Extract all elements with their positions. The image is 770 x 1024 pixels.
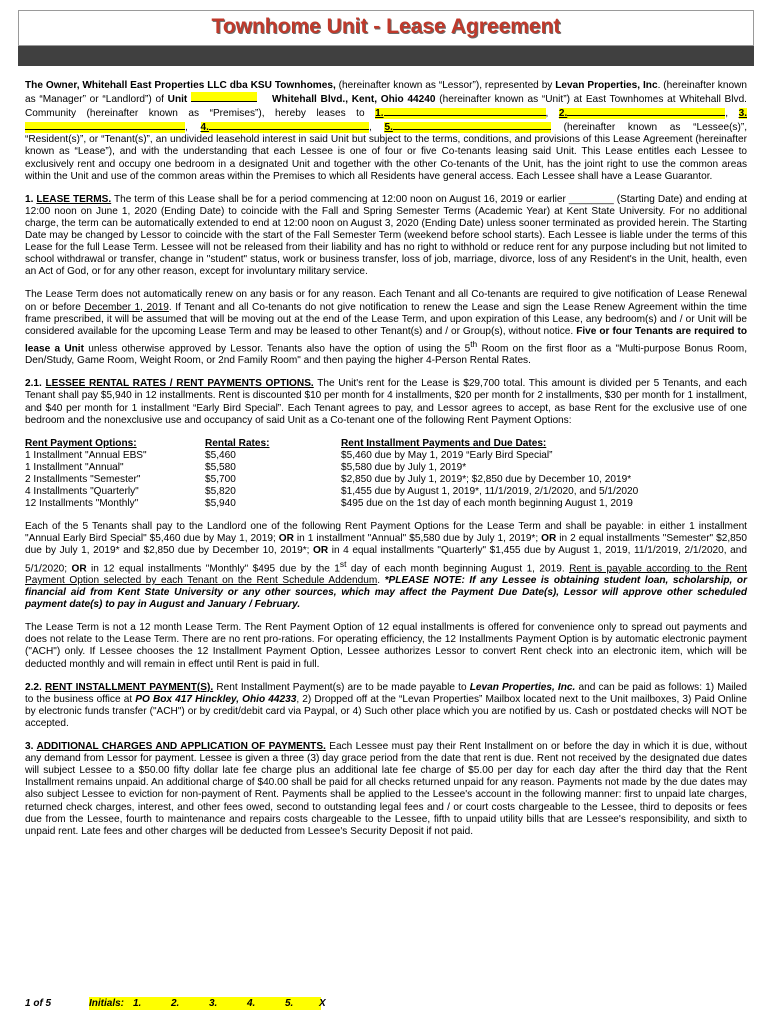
- section-2-1-text: in 2 equal installments "Semester" $2,850 due by July 1, 2019* and $2,850 due by December 10, 2019*;: [25, 533, 748, 557]
- initial-4-field[interactable]: 4.: [247, 998, 256, 1009]
- section-2-2-heading: RENT INSTALLMENT PAYMENT(S).: [45, 681, 214, 693]
- intro-text: (hereinafter known as “Unit”) at East Townhomes at Whitehall Blvd. Community (hereinafter known as “Premises”), hereby leases to: [25, 94, 747, 120]
- page-number: 1 of 5: [25, 998, 52, 1009]
- tenant-requirement: Five or four Tenants are required to lease a Unit: [25, 325, 747, 355]
- option-cell: 2 Installments "Semester": [25, 473, 141, 485]
- section-1-text: The Lease Term does not automatically renew on any basis or for any reason. Each Tenant and all Co-tenants are required to give notification of Lease Renewal on or before: [25, 289, 747, 313]
- section-3-heading: ADDITIONAL CHARGES AND APPLICATION OF PAYMENTS.: [36, 741, 326, 753]
- column-header: Rental Rates:: [205, 437, 270, 449]
- lessee-1-field[interactable]: [375, 108, 545, 119]
- section-1-paragraph-1: [25, 194, 747, 279]
- section-2-1-text: Each of the 5 Tenants shall pay to the Landlord one of the following Rent Payment Options for the Lease Term and shall be payable: in either 1 installment "Annual Early Bird Special" $5,460 due by May 1, 2019;: [25, 521, 747, 545]
- initial-1-field[interactable]: 1.: [133, 998, 142, 1009]
- section-2-1-number: 2.1.: [25, 378, 46, 390]
- document-title: Townhome Unit - Lease Agreement: [211, 15, 561, 38]
- section-1-paragraph-2: [25, 289, 747, 367]
- section-2-2-number: 2.2.: [25, 681, 45, 693]
- intro-text: (hereinafter known as “Lessee(s)”, “Resident(s)”, or “Tenant(s)”, an undivided leasehold interest in said Unit but subject to the terms, conditions, and provisions of this Lease Agreement (hereinafter known as “Lease”), and with the understanding that each Lessee is one of four or five Co-tenants leasing said Unit. This Lease entitles each Lessee to exclusively rent and occupy one bedroom in a designated Unit and together with the other Co-tenants of the Unit, has the joint right to use the common areas within the Unit and use of the common areas within the Premises to which all Residents have general access. Each Lessee shall have a Lease Guarantor.: [25, 122, 748, 182]
- lessee-2-field[interactable]: [559, 108, 725, 119]
- title-box: [18, 10, 754, 46]
- lessee-3-number: 3.: [738, 108, 748, 120]
- rate-cell: $5,940: [205, 498, 236, 510]
- or-word: OR: [278, 533, 294, 545]
- renewal-date: December 1, 2019: [84, 301, 169, 313]
- section-2-1-text: in 12 equal installments "Monthly" $495 due by the 1: [86, 562, 340, 574]
- section-3-text: Each Lessee must pay their Rent Installment on or before the day in which it is due, without any demand from Lessor for payment. Lessee is given a three (3) day grace period from the date that rent is due. Rent not received by the designated due dates will subject Lessee to a $50.00 fifty dollar late fee charge plus an additional late fee charge of $5.00 per day for each day after the third day that the Rent Installment remains unpaid. An additional charge of $40.00 shall be paid for all checks returned unpaid for any reason. Payments not made by the due dates may also subject Lessee to eviction for non-payment of Rent. Payments shall be applied to the Lessee's account in the following manner: first to unpaid late charges, returned check charges, interest, and other fees owed, second to outstanding legal fees and / or court costs chargeable to the Lessee, third to deposits or fees due from the Lessee, fourth to maintenance and repairs costs chargeable to the Lessee, fifth to unpaid utility bills that are Lessee's responsibility, and sixth to unpaid rent. Late fees and other charges will be deducted from Lessee's Security Deposit if not paid.: [25, 741, 747, 837]
- section-1-text: Room on the first floor as a "Multi-purpose Bonus Room, Den/Study, Game Room, Weight Room, or 2nd Family Room" and then paying the higher 4-Person Rental Rates.: [25, 343, 748, 367]
- section-2-1-text: The Lease Term is not a 12 month Lease Term. The Rent Payment Option of 12 equal installments is offered for convenience only to spread out payments and does not relate to the Lease Term. There are no rent pro-rations. For operating efficiency, the 12 Installments Payment Option is by automatic electronic payment ("ACH") only. If Lessee chooses the 12 Installment Payment Option, Lessee authorizes Lessor to convert Rent check into an electronic item, which will be deducted monthly and will remain in effect until Rent is paid in full.: [25, 622, 747, 670]
- initial-x-mark: X: [319, 998, 326, 1009]
- header-bar: [18, 46, 754, 66]
- rate-cell: $5,460: [205, 449, 236, 461]
- due-cell: $5,460 due by May 1, 2019 “Early Bird Special”: [341, 449, 553, 461]
- initials-bar[interactable]: [89, 997, 326, 1010]
- table-row: [25, 462, 638, 474]
- page-footer: [25, 998, 326, 1009]
- superscript: st: [339, 558, 347, 569]
- initial-3-field[interactable]: 3.: [209, 998, 218, 1009]
- financial-aid-note: *PLEASE NOTE: If any Lessee is obtaining student loan, scholarship, or financial aid from Kent State University or any other sources, which may affect the Payment Due Date(s), Lessor will approve other scheduled payment date(s) to pay in August and January / February.: [25, 575, 747, 611]
- lessee-3-line: [25, 120, 185, 130]
- intro-paragraph: The Owner, Whitehall East Properties LLC dba KSU Townhomes, (hereinafter known as “Lessor”), represented by Levan Properties, Inc. (hereinafter known as “Manager” or “Landlord”) of Unit Whitehall Blvd., Kent, Ohio 44240 (hereinafter known as “Unit”) at East Townhomes at Whitehall Blvd. Community (hereinafter known as “Premises”), hereby leases to 1. , 2. , 3., 4. , 5. (hereinafter known as “Lessee(s)”, “Resident(s)”, or “Tenant(s)”, an undivided leasehold interest in said Unit but subject to the terms, conditions, and provisions of this Lease Agreement (hereinafter known as “Lease”), and with the understanding that each Lessee is one of four or five Co-tenants leasing said Unit. This Lease entitles each Lessee to exclusively rent and occupy one bedroom in a designated Unit and together with the other Co-tenants of the Unit, has the joint right to use the common areas within the Unit and use of the common areas within the Premises to which all Residents have general access. Each Lessee shall have a Lease Guarantor.: [25, 80, 748, 182]
- section-2-2-paragraph: [25, 682, 747, 730]
- lease-page: [18, 10, 754, 1014]
- due-cell: $1,455 due by August 1, 2019*, 11/1/2019, 2/1/2020, and 5/1/2020: [341, 486, 639, 498]
- initial-5-field[interactable]: 5.: [285, 998, 294, 1009]
- owner-name: The Owner, Whitehall East Properties LLC dba KSU Townhomes,: [25, 80, 336, 91]
- lessee-1-number: 1.: [375, 108, 384, 120]
- or-word: OR: [71, 562, 87, 574]
- section-2-1-paragraph-1: [25, 378, 747, 426]
- due-cell: $2,850 due by July 1, 2019*; $2,850 due by December 10, 2019*: [341, 473, 632, 485]
- column-header: Rent Payment Options:: [25, 437, 137, 449]
- option-cell: 1 Installment "Annual EBS": [25, 449, 147, 461]
- section-2-1-text: day of each month beginning August 1, 2019.: [346, 562, 570, 574]
- payee-name: Levan Properties, Inc.: [469, 681, 576, 693]
- section-3-paragraph: [25, 741, 747, 838]
- due-cell: $495 due on the 1st day of each month beginning August 1, 2019: [341, 498, 633, 510]
- column-header: Rent Installment Payments and Due Dates:: [341, 437, 547, 449]
- due-cell: $5,580 due by July 1, 2019*: [341, 461, 467, 473]
- option-cell: 12 Installments "Monthly": [25, 498, 139, 510]
- initial-2-field[interactable]: 2.: [171, 998, 180, 1009]
- superscript: th: [470, 338, 478, 349]
- lessee-2-number: 2.: [558, 108, 568, 120]
- lessee-2-line: [567, 106, 725, 116]
- section-2-1-heading: LESSEE RENTAL RATES / RENT PAYMENTS OPTIONS.: [45, 378, 314, 390]
- option-cell: 1 Installment "Annual": [25, 461, 124, 473]
- section-1-heading: LEASE TERMS.: [36, 193, 112, 205]
- rate-cell: $5,700: [205, 473, 236, 485]
- intro-text: (hereinafter known as “Lessor”), represented by: [335, 80, 556, 91]
- lessee-5-line: [393, 120, 551, 130]
- section-2-2-text: , 2) Dropped off at the “Levan Properties” Mailbox located next to the Unit mailboxes, 3) Paid Online by electronic funds transfer ("ACH") or by credit/debit card via Paypal, or 4) Such other place which you are notified by us. Cash or postdated checks will NOT be accepted.: [25, 693, 747, 729]
- unit-number-field[interactable]: [191, 92, 257, 102]
- or-word: OR: [313, 545, 329, 557]
- table-row: [25, 486, 638, 498]
- rent-options-table: [25, 438, 638, 511]
- section-2-1-text: .: [377, 575, 385, 586]
- table-row: [25, 474, 638, 486]
- unit-label: Unit: [167, 94, 188, 106]
- lessee-5-field[interactable]: [384, 122, 550, 133]
- rate-cell: $5,820: [205, 486, 236, 498]
- table-header-row: [25, 438, 638, 450]
- section-2-2-text: and can be paid as follows: 1) Mailed to the business office at: [25, 681, 748, 705]
- lessee-1-line: [384, 106, 546, 116]
- section-2-1-text: The Unit's rent for the Lease is $29,700 total. This amount is divided per 5 Tenants, and each Tenant shall pay $5,940 in 12 installments. Rent is discounted $10 per month for 4 installments, $20 per month for 2 installments, $30 per month for 1 installment, and $40 per month for 1 installment “Early Bird Special”. Each Tenant agrees to pay, and Lessor agrees to accept, as base Rent for the exclusive use of one bedroom and the nonexclusive use and occupancy of said Unit as a Co-tenant one of the following Rent Payment Options:: [25, 378, 747, 426]
- unit-address: Whitehall Blvd., Kent, Ohio 44240: [271, 94, 436, 106]
- section-1-number: 1.: [25, 193, 37, 205]
- section-2-2-text: Rent Installment Payment(s) are to be made payable to: [213, 681, 470, 693]
- initials-label: Initials:: [89, 998, 125, 1009]
- section-2-1-paragraph-3: [25, 622, 747, 670]
- lessee-4-field[interactable]: [201, 122, 369, 133]
- option-cell: 4 Installments "Quarterly": [25, 486, 139, 498]
- rate-cell: $5,580: [205, 461, 236, 473]
- section-2-1-text: in 4 equal installments "Quarterly" $1,455 due by August 1, 2019, 11/1/2019, 2/1/2020, and 5/1/2020;: [25, 545, 747, 574]
- lessee-5-number: 5.: [384, 122, 393, 134]
- manager-name: Levan Properties, Inc: [555, 80, 658, 91]
- section-3-number: 3.: [25, 741, 37, 753]
- lessee-4-line: [209, 120, 369, 130]
- section-1-text: . If Tenant and all Co-tenants do not give notification to renew the Lease and sign the Lease Renew Agreement within the time frame prescribed, it will be assumed that will be moving out at the end of the Lease Term, and upon expiration of this Lease, any bedroom(s) and / or Unit will be considered available for the upcoming Lease Term and may be leased to other Tenant(s) and / or Group(s), without notice.: [25, 301, 747, 337]
- section-1-text: unless otherwise approved by Lessor. Tenants also have the option of using the 5: [83, 343, 471, 355]
- payable-note: Rent is payable according to the Rent Payment Option selected by each Tenant on the Rent Schedule Addendum: [25, 562, 747, 586]
- lessee-4-number: 4.: [200, 122, 209, 134]
- intro-text: . (hereinafter known as “Manager” or “Landlord”) of: [25, 80, 747, 106]
- payment-address: PO Box 417 Hinckley, Ohio 44233: [135, 693, 297, 705]
- table-row: [25, 450, 638, 462]
- or-word: OR: [541, 533, 557, 545]
- table-row: [25, 498, 638, 510]
- section-2-1-paragraph-2: [25, 521, 747, 611]
- section-2-1-text: in 1 installment "Annual" $5,580 due by July 1, 2019*;: [293, 533, 542, 545]
- section-1-text: The term of this Lease shall be for a period commencing at 12:00 noon on August 16, 2019 or earlier ________ (Starting Date) and ending at 12:00 noon on June 1, 2020 (Ending Date) to coincide with the Fall and Spring Semester Terms (Academic Year) at Kent State University. For no additional charge, the term can be automatically extended to end at 12:00 noon on August 3, 2020 (Ending Date) unless sooner terminated as provided herein. The Starting Date may be changed by Lessor to coincide with the start of the Fall Semester Term (weekend before school starts). Each Lessee is liable under the terms of this Lease for the full Lease Term. Lessee will not be released from their liability and has no right to withhold or reduce rent for any purpose including but not limited to school withdrawal or transfer, change in "student" status, work or business transfer, loss of job, marriage, divorce, loss of any Resident's in the Unit, health, even an Act of God, or for any other reason, except for involuntary military service.: [25, 193, 747, 278]
- document-body: [25, 80, 747, 849]
